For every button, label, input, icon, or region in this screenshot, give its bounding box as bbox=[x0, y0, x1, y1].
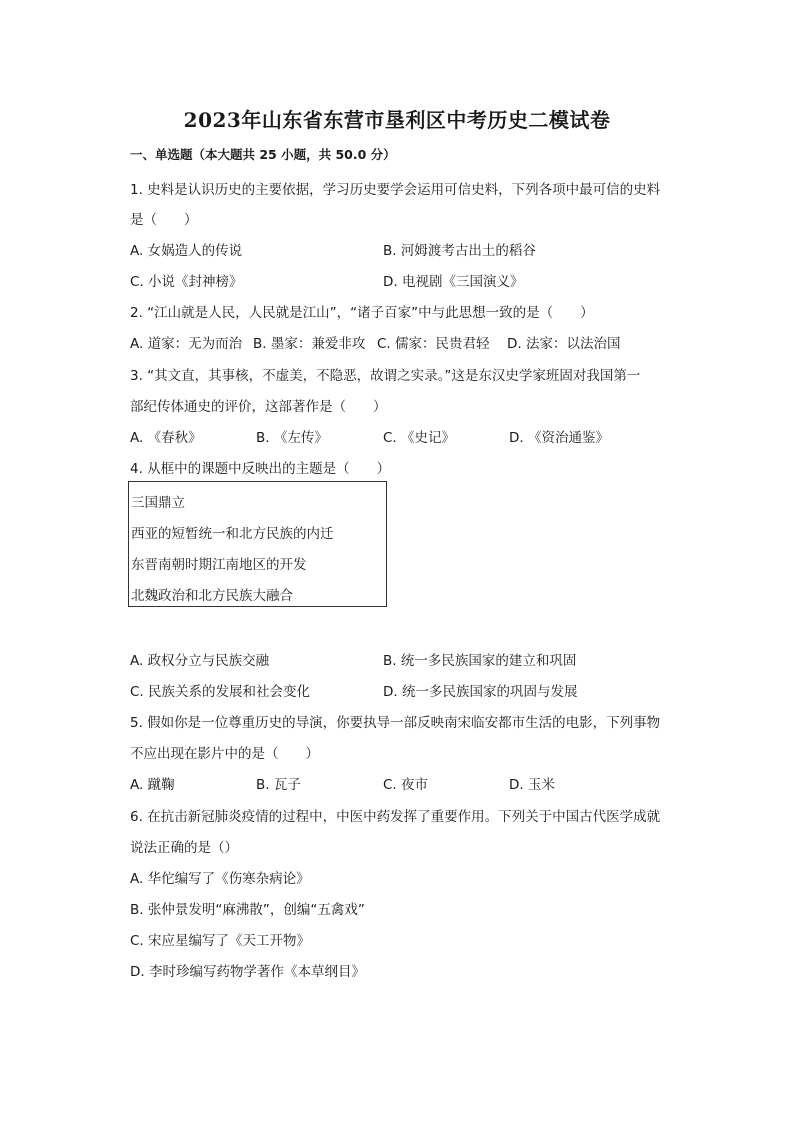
page-title: 2023年山东省东营市垦利区中考历史二模试卷 bbox=[183, 108, 611, 132]
topic-box-item: 北魏政治和北方民族大融合 bbox=[131, 588, 293, 604]
question-6-option-b: B. 张仲景发明“麻沸散”，创编“五禽戏” bbox=[130, 902, 365, 918]
question-4-stem-line-1: 4. 从框中的课题中反映出的主题是（ ） bbox=[130, 461, 391, 477]
question-1-option-a: A. 女娲造人的传说 bbox=[130, 243, 243, 259]
question-2-option-b: B. 墨家：兼爱非攻 bbox=[253, 336, 366, 352]
question-3-option-c: C. 《史记》 bbox=[383, 430, 456, 446]
question-4-option-a: A. 政权分立与民族交融 bbox=[130, 653, 270, 669]
question-2-option-c: C. 儒家：民贵君轻 bbox=[377, 336, 490, 352]
question-3-stem-line-2: 部纪传体通史的评价，这部著作是（ ） bbox=[130, 399, 387, 415]
question-5-stem-line-2: 不应出现在影片中的是（ ） bbox=[130, 746, 319, 762]
section-heading: 一、单选题（本大题共 25 小题，共 50.0 分） bbox=[130, 147, 396, 162]
question-4-topic-box bbox=[128, 481, 387, 607]
topic-box-item: 西亚的短暂统一和北方民族的内迁 bbox=[131, 526, 334, 542]
question-5-option-a: A. 蹴鞠 bbox=[130, 777, 175, 793]
question-6-option-d: D. 李时珍编写药物学著作《本草纲目》 bbox=[130, 964, 365, 980]
question-5-stem-line-1: 5. 假如你是一位尊重历史的导演，你要执导一部反映南宋临安都市生活的电影，下列事物 bbox=[130, 715, 661, 731]
question-6-stem-line-2: 说法正确的是（） bbox=[130, 840, 238, 856]
topic-box-item: 三国鼎立 bbox=[131, 495, 185, 511]
question-3-option-d: D. 《资治通鉴》 bbox=[509, 430, 609, 446]
question-4-option-c: C. 民族关系的发展和社会变化 bbox=[130, 684, 311, 700]
question-2-stem-line-1: 2. “江山就是人民，人民就是江山”，“诸子百家”中与此思想一致的是（ ） bbox=[130, 305, 594, 321]
question-4-option-b: B. 统一多民族国家的建立和巩固 bbox=[383, 653, 577, 669]
question-5-option-b: B. 瓦子 bbox=[256, 777, 301, 793]
question-2-option-d: D. 法家：以法治国 bbox=[507, 336, 621, 352]
topic-box-item: 东晋南朝时期江南地区的开发 bbox=[131, 557, 307, 573]
question-6-stem-line-1: 6. 在抗击新冠肺炎疫情的过程中，中医中药发挥了重要作用。下列关于中国古代医学成就 bbox=[130, 809, 661, 825]
question-1-stem-line-1: 1. 史料是认识历史的主要依据，学习历史要学会运用可信史料，下列各项中最可信的史料 bbox=[130, 182, 661, 198]
question-6-option-c: C. 宋应星编写了《天工开物》 bbox=[130, 933, 311, 949]
question-5-option-c: C. 夜市 bbox=[383, 777, 429, 793]
question-6-option-a: A. 华佗编写了《伤寒杂病论》 bbox=[130, 871, 310, 887]
question-4-option-d: D. 统一多民族国家的巩固与发展 bbox=[383, 684, 578, 700]
question-1-option-d: D. 电视剧《三国演义》 bbox=[383, 274, 524, 290]
question-1-option-b: B. 河姆渡考古出土的稻谷 bbox=[383, 243, 536, 259]
question-1-stem-line-2: 是（ ） bbox=[130, 212, 198, 228]
question-1-option-c: C. 小说《封神榜》 bbox=[130, 274, 243, 290]
question-3-option-b: B. 《左传》 bbox=[256, 430, 328, 446]
question-3-stem-line-1: 3. “其文直，其事核，不虚美，不隐恶，故谓之实录。”这是东汉史学家班固对我国第一 bbox=[130, 368, 641, 384]
question-2-option-a: A. 道家：无为而治 bbox=[130, 336, 243, 352]
question-5-option-d: D. 玉米 bbox=[509, 777, 555, 793]
question-3-option-a: A. 《春秋》 bbox=[130, 430, 202, 446]
